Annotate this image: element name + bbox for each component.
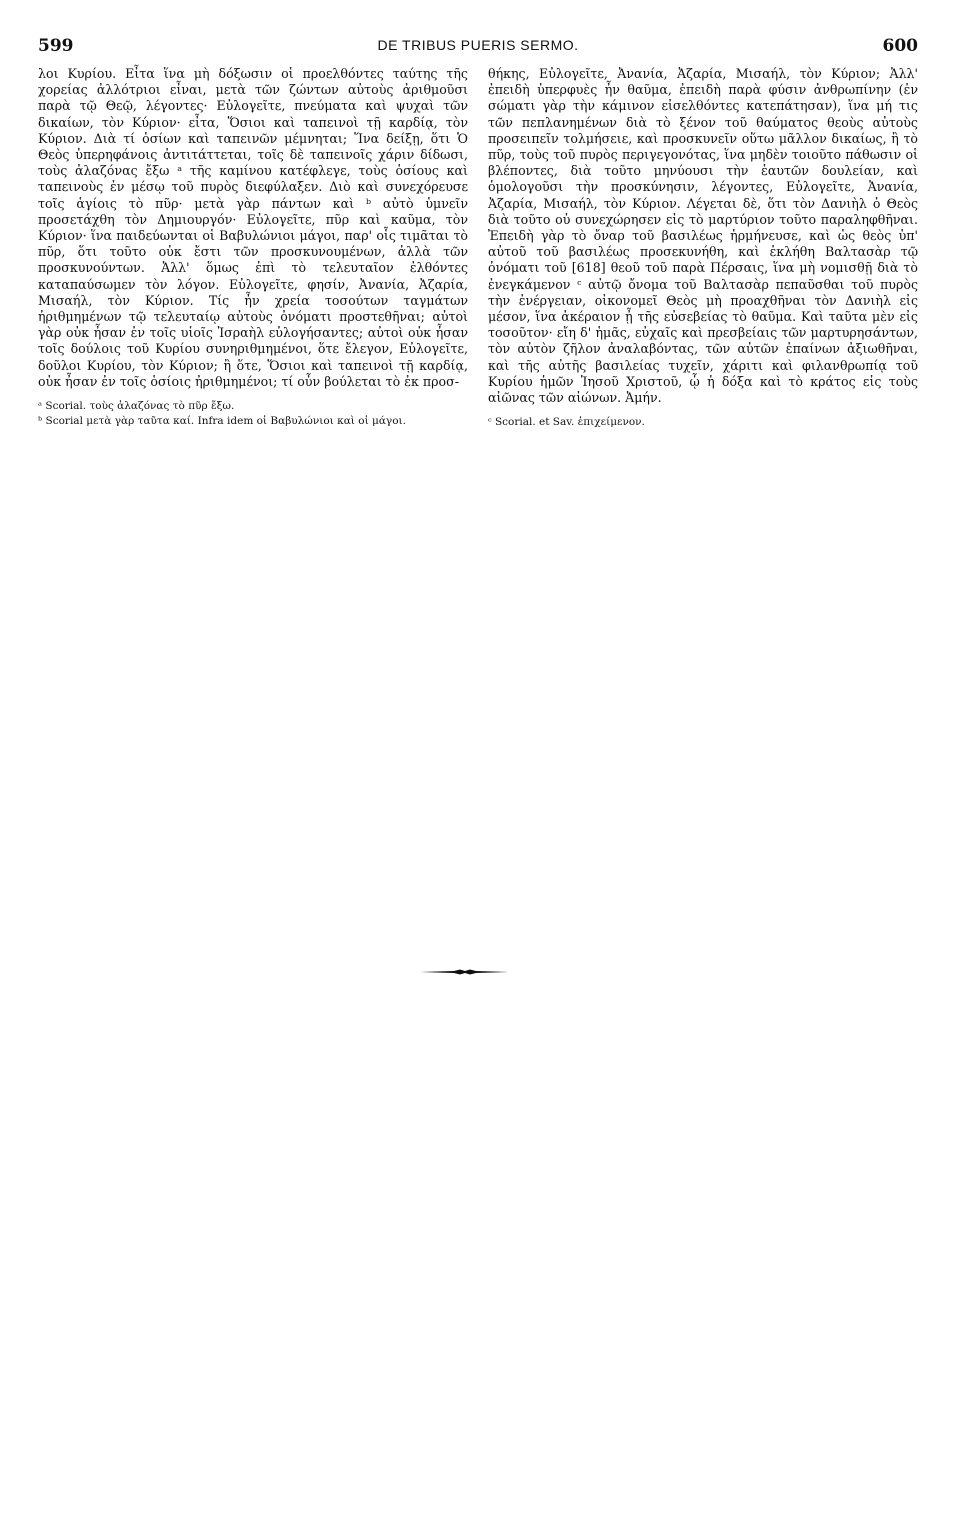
page-header xyxy=(38,36,918,62)
page-number-left: 599 xyxy=(38,36,74,56)
left-footnotes xyxy=(38,400,468,428)
footnote-b: ᵇ Scorial μετὰ γὰρ ταῦτα καί. Infra idem οἱ Βαβυλώνιοι καὶ οἱ μάγοι. xyxy=(38,414,406,427)
left-column-text: λοι Κυρίου. Εἶτα ἵνα μὴ δόξωσιν οἱ προελθόντες ταύτης τῆς χορείας ἀλλότριοι εἶναι, μετὰ τῶν ζώντων αὐτοὺς ἀριθμοῦσι παρὰ τῷ Θεῷ, λέγοντες· Εὐλογεῖτε, πνεύματα καὶ ψυχαὶ τῶν δικαίων, τὸν Κύριον· εἶτα, Ὅσιοι καὶ ταπεινοὶ τῇ καρδίᾳ, τὸν Κύριον. Διὰ τί ὁσίων καὶ ταπεινῶν μέμνηται; Ἵνα δείξῃ, ὅτι Ὁ Θεὸς ὑπερηφάνοις ἀντιτάττεται, τοῖς δὲ ταπεινοῖς χάριν δίδωσι, τοὺς ἀλαζόνας ἔξω ᵃ τῆς καμίνου κατέφλεγε, τοὺς ὁσίους καὶ ταπεινοὺς ἐν μέσῳ τοῦ πυρὸς διεφύλαξεν. Διὸ καὶ συνεχόρευσε τοῖς ἁγίοις τὸ πῦρ· μετὰ γὰρ πάντων καὶ ᵇ αὐτὸ ὑμνεῖν προσετάχθη τὸν Δημιουργόν· Εὐλογεῖτε, πῦρ καὶ καῦμα, τὸν Κύριον· ἵνα παιδεύωνται οἱ Βαβυλώνιοι μάγοι, παρ' οἷς τιμᾶται τὸ πῦρ, ὅτι τοῦτο οὐκ ἔστι τῶν προσκυνουμένων, ἀλλὰ τῶν προσκυνούντων. Ἀλλ' ὅμως ἐπὶ τὸ τελευταῖον ἐλθόντες καταπαύσωμεν τὸν λόγον. Εὐλογεῖτε, φησίν, Ἀνανία, Ἀζαρία, Μισαήλ, τὸν Κύριον. Τίς ἦν χρεία τοσούτων ταγμάτων ἠριθμημένων τῷ τελευταίῳ αὐτοὺς ὀνόματι προστεθῆναι; αὐτοὶ γὰρ οὐκ ἦσαν ἐν τοῖς υἱοῖς Ἰσραὴλ εὐλογήσαντες; αὐτοὶ οὐκ ἦσαν τοῖς δούλοις τοῦ Κυρίου συνηριθμημένοι, ὅτε ἔλεγον, Εὐλογεῖτε, δοῦλοι Κυρίου, τὸν Κύριον; ἢ ὅτε, Ὅσιοι καὶ ταπεινοὶ τῇ καρδίᾳ, οὐκ ἦσαν ἐν τοῖς ὁσίοις ἠριθμημένοι; τί οὖν βούλεται τὸ ἐκ προσ- xyxy=(38,66,468,389)
right-column xyxy=(488,66,918,431)
ornamental-divider-icon xyxy=(420,968,510,976)
right-column-text: θήκης, Εὐλογεῖτε, Ἀνανία, Ἀζαρία, Μισαήλ, τὸν Κύριον; Ἀλλ' ἐπειδὴ ὑπερφυὲς ἦν θαῦμα, ἐπειδὴ παρὰ φύσιν ἀνθρωπίνην (ἐν σώματι γὰρ τὴν κάμινον εἰσελθόντες κατεπάτησαν), ἵνα μή τις τῶν πεπλανημένων διὰ τὸ ξένον τοῦ θαύματος θεοὺς αὐτοὺς προσειπεῖν τολμήσειε, καὶ προσκυνεῖν οὕτω μᾶλλον δικαίως, ἢ τὸ πῦρ, τοὺς τοῦ πυρὸς περιγεγονότας, ἵνα μηδὲν τοιοῦτο πάθωσιν οἱ βλέποντες, διὰ τοῦτο μηνύουσι τὴν ἑαυτῶν δουλείαν, καὶ ὁμολογοῦσι τὴν προσκύνησιν, λέγοντες, Εὐλογεῖτε, Ἀνανία, Ἀζαρία, Μισαήλ, τὸν Κύριον. Λέγεται δὲ, ὅτι τὸν Δανιὴλ ὁ Θεὸς διὰ τοῦτο οὐ συνεχώρησεν εἰς τὸ μαρτύριον τοῦτο παραληφθῆναι. Ἐπειδὴ γὰρ τὸ ὄναρ τοῦ βασιλέως ἡρμήνευσε, καὶ ὡς θεὸς ὑπ' αὐτοῦ τοῦ βασιλέως προσεκυνήθη, καὶ ἐκλήθη Βαλτασὰρ τῷ ὀνόματι τοῦ [618] θεοῦ τοῦ παρὰ Πέρσαις, ἵνα μὴ νομισθῇ διὰ τὸ ἐνεγκάμενον ᶜ αὐτῷ ὄνομα τοῦ Βαλτασὰρ πεπαῦσθαι τοῦ πυρὸς τὴν ἐνέργειαν, οἰκονομεῖ Θεὸς μὴ προαχθῆναι τὸν Δανιὴλ εἰς μέσον, ἵνα ἀκέραιον ᾖ τῆς εὐσεβείας τὸ θαῦμα. Καὶ ταῦτα μὲν εἰς τοσοῦτον· εἴη δ' ἡμᾶς, εὐχαῖς καὶ πρεσβείαις τῶν μαρτυρησάντων, τὸν αὐτὸν ζῆλον ἀναλαβόντας, τῶν αὐτῶν ἐπαίνων ἀξιωθῆναι, καὶ τῆς αὐτῆς βασιλείας τυχεῖν, χάριτι καὶ φιλανθρωπίᾳ τοῦ Κυρίου ἡμῶν Ἰησοῦ Χριστοῦ, ᾧ ἡ δόξα καὶ τὸ κράτος εἰς τοὺς αἰῶνας τῶν αἰώνων. Ἀμήν. xyxy=(488,66,918,406)
footnote-c: ᶜ Scorial. et Sav. ἐπιχείμενον. xyxy=(488,416,645,429)
left-column xyxy=(38,66,468,429)
footnote-a: ᵃ Scorial. τοὺς ἀλαζόνας τὸ πῦρ ἔξω. xyxy=(38,400,235,413)
running-title: DE TRIBUS PUERIS SERMO. xyxy=(377,37,579,53)
right-footnotes xyxy=(488,416,918,430)
page-number-right: 600 xyxy=(882,36,918,56)
